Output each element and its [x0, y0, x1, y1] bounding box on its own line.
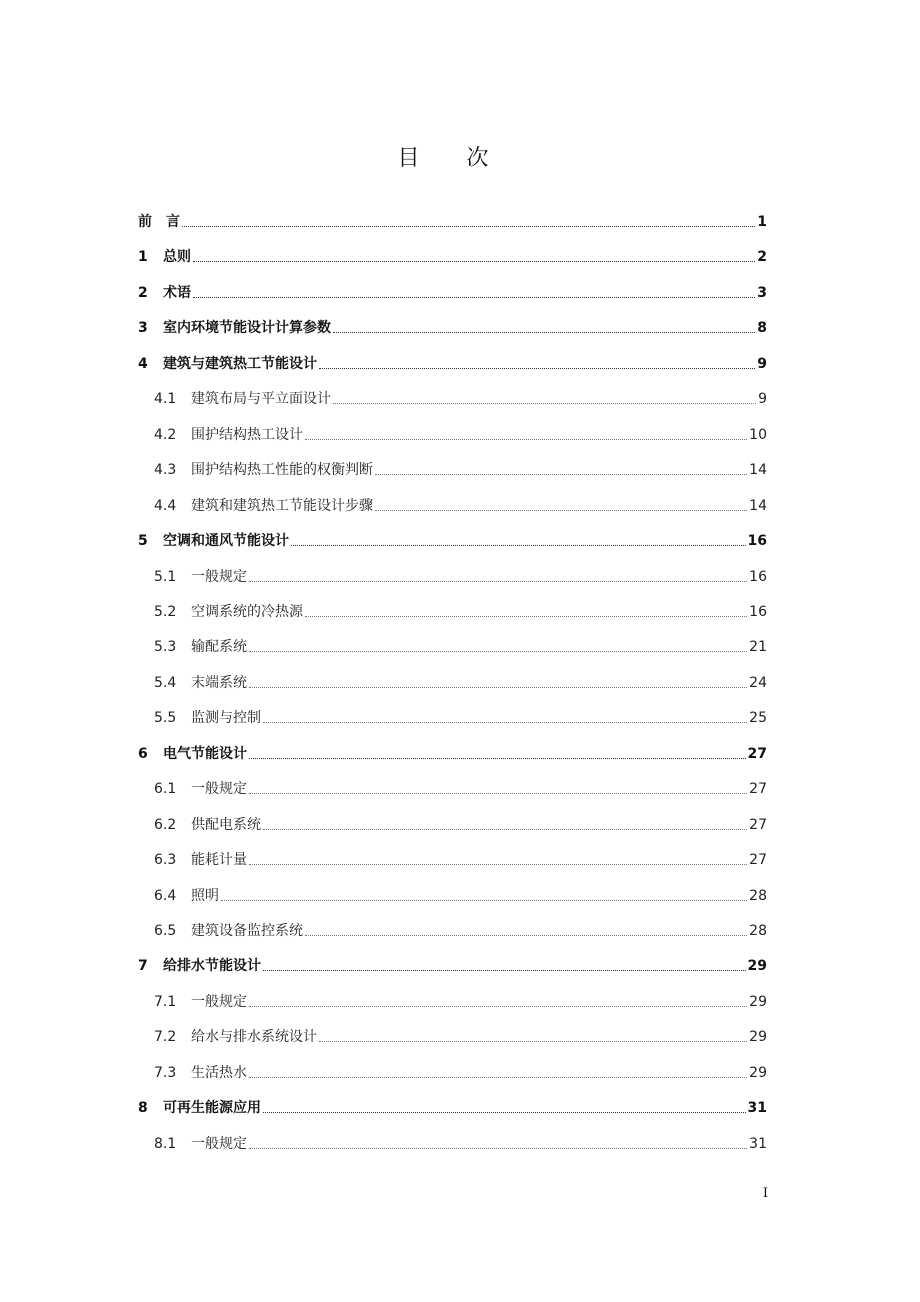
toc-entry-number: 5.4	[154, 674, 177, 691]
toc-entry-title: 一般规定	[191, 568, 247, 585]
dot-leader	[249, 864, 747, 865]
toc-entry-title: 总则	[163, 249, 191, 266]
toc-entry-page: 10	[749, 426, 767, 443]
toc-entry[interactable]	[154, 457, 767, 479]
toc-entry-number: 6.2	[154, 816, 177, 833]
toc-entry-title: 可再生能源应用	[163, 1100, 261, 1117]
dot-leader	[375, 510, 747, 511]
toc-entry-title: 生活热水	[191, 1064, 247, 1081]
toc-entry[interactable]	[154, 386, 767, 408]
toc-entry-title: 给水与排水系统设计	[191, 1029, 317, 1046]
toc-entry-title: 建筑和建筑热工节能设计步骤	[191, 497, 373, 514]
toc-entry-number: 5.1	[154, 568, 177, 585]
toc-entry-number: 1	[138, 249, 148, 266]
toc-entry[interactable]	[138, 1095, 767, 1117]
toc-entry[interactable]	[154, 599, 767, 621]
dot-leader	[319, 1041, 747, 1042]
dot-leader	[249, 581, 747, 582]
dot-leader	[263, 829, 747, 830]
toc-entry-number: 7.2	[154, 1029, 177, 1046]
toc-entry-title: 供配电系统	[191, 816, 261, 833]
toc-entry-number: 3	[138, 320, 148, 337]
dot-leader	[263, 1112, 746, 1113]
toc-entry-page: 29	[749, 993, 767, 1010]
toc-entry-page: 16	[747, 533, 767, 550]
toc-entry[interactable]	[154, 1024, 767, 1046]
toc-entry-title: 输配系统	[191, 639, 247, 656]
toc-entry-page: 14	[749, 497, 767, 514]
dot-leader	[319, 368, 755, 369]
toc-entry[interactable]	[154, 989, 767, 1011]
toc-entry[interactable]	[154, 883, 767, 905]
toc-entry-page: 2	[757, 249, 767, 266]
toc-entry-title: 围护结构热工设计	[191, 426, 303, 443]
toc-entry-number: 6	[138, 745, 148, 762]
toc-entry-number: 8	[138, 1100, 148, 1117]
toc-entry[interactable]	[154, 1060, 767, 1082]
toc-entry-page: 24	[749, 674, 767, 691]
toc-entry[interactable]	[154, 564, 767, 586]
dot-leader	[221, 900, 747, 901]
toc-entry-title: 一般规定	[191, 1135, 247, 1152]
toc-entry-title: 给排水节能设计	[163, 958, 261, 975]
toc-entry-page: 28	[749, 923, 767, 939]
toc-entry-page: 21	[749, 639, 767, 656]
dot-leader	[291, 545, 746, 546]
dot-leader	[333, 332, 755, 333]
toc-entry-title: 术语	[163, 284, 191, 301]
toc-entry-number: 2	[138, 284, 148, 301]
toc-entry-page: 1	[757, 214, 767, 230]
toc-entry-title: 建筑与建筑热工节能设计	[163, 355, 317, 372]
toc-entry[interactable]	[154, 847, 767, 869]
toc-entry-page: 27	[747, 745, 767, 762]
dot-leader	[249, 793, 747, 794]
toc-entry-page: 31	[749, 1135, 767, 1152]
toc-entry[interactable]	[154, 670, 767, 692]
toc-entry[interactable]	[154, 812, 767, 834]
toc-entry-title: 空调和通风节能设计	[163, 533, 289, 550]
toc-entry[interactable]	[138, 953, 767, 975]
toc-entry-title: 一般规定	[191, 781, 247, 798]
toc-entry-page: 29	[749, 1064, 767, 1081]
toc-entry-page: 14	[749, 462, 767, 479]
toc-entry-page: 28	[749, 887, 767, 904]
toc-entry-page: 9	[757, 355, 767, 372]
toc-entry-page: 27	[749, 816, 767, 833]
toc-entry-number: 前 言	[138, 214, 180, 230]
dot-leader	[249, 1077, 747, 1078]
toc-entry[interactable]	[138, 280, 767, 302]
toc-entry-title: 一般规定	[191, 993, 247, 1010]
toc-entry-page: 29	[747, 958, 767, 975]
toc-entry-number: 6.1	[154, 781, 177, 798]
toc-entry-number: 5.3	[154, 639, 177, 656]
toc-entry-number: 6.4	[154, 887, 177, 904]
toc-entry-number: 5.5	[154, 710, 177, 727]
toc-entry-number: 7.3	[154, 1064, 177, 1081]
dot-leader	[305, 616, 747, 617]
toc-entry-title: 室内环境节能设计计算参数	[163, 320, 331, 337]
toc-entry-page: 29	[749, 1029, 767, 1046]
toc-entry-number: 4.3	[154, 462, 177, 479]
toc-entry[interactable]	[138, 741, 767, 763]
dot-leader	[249, 1006, 747, 1007]
toc-entry-page: 9	[758, 391, 767, 408]
page-number: I	[762, 1186, 768, 1201]
toc-entry-number: 5.2	[154, 603, 177, 620]
toc-entry-number: 4.4	[154, 497, 177, 514]
dot-leader	[193, 261, 755, 262]
dot-leader	[375, 474, 747, 475]
dot-leader	[249, 651, 747, 652]
toc-entry[interactable]	[154, 705, 767, 727]
toc-entry-title: 照明	[191, 887, 219, 904]
toc-entry-page: 27	[749, 852, 767, 869]
dot-leader	[333, 403, 756, 404]
toc-entry-title: 监测与控制	[191, 710, 261, 727]
toc-entry-number: 5	[138, 533, 148, 550]
toc-entry-number: 7.1	[154, 993, 177, 1010]
toc-entry[interactable]	[138, 244, 767, 266]
dot-leader	[182, 226, 755, 227]
toc-entry-number: 4	[138, 355, 148, 372]
toc-entry-page: 16	[749, 603, 767, 620]
toc-entry[interactable]	[138, 315, 767, 337]
toc-entry-page: 16	[749, 568, 767, 585]
toc-entry-page: 25	[749, 710, 767, 727]
toc-entry[interactable]	[138, 528, 767, 550]
toc-entry-number: 6.5	[154, 923, 177, 939]
toc-entry[interactable]	[138, 209, 767, 231]
dot-leader	[305, 439, 747, 440]
dot-leader	[193, 297, 755, 298]
toc-entry-title: 围护结构热工性能的权衡判断	[191, 462, 373, 479]
toc-entry-page: 27	[749, 781, 767, 798]
dot-leader	[249, 1148, 747, 1149]
toc-entry-page: 31	[747, 1100, 767, 1117]
dot-leader	[305, 935, 747, 936]
toc-entry-title: 建筑设备监控系统	[191, 923, 303, 939]
toc-entry-number: 8.1	[154, 1135, 177, 1152]
dot-leader	[263, 722, 747, 723]
toc-entry-title: 能耗计量	[191, 852, 247, 869]
toc-entry[interactable]	[154, 1131, 767, 1153]
toc-entry[interactable]	[154, 918, 767, 940]
toc-entry-number: 6.3	[154, 852, 177, 869]
toc-entry-title: 空调系统的冷热源	[191, 603, 303, 620]
toc-entry-title: 建筑布局与平立面设计	[191, 391, 331, 408]
toc-entry[interactable]	[154, 634, 767, 656]
toc-entry[interactable]	[154, 422, 767, 444]
dot-leader	[263, 970, 746, 971]
toc-entry-title: 末端系统	[191, 674, 247, 691]
toc-entry-number: 4.1	[154, 391, 177, 408]
toc-title: 目 次	[397, 146, 509, 171]
toc-entry[interactable]	[154, 493, 767, 515]
dot-leader	[249, 687, 747, 688]
toc-entry-number: 4.2	[154, 426, 177, 443]
toc-entry-number: 7	[138, 958, 148, 975]
toc-entry[interactable]	[138, 351, 767, 373]
toc-entry[interactable]	[154, 776, 767, 798]
toc-entry-title: 电气节能设计	[163, 745, 247, 762]
toc-entry-page: 8	[757, 320, 767, 337]
dot-leader	[249, 758, 746, 759]
toc-entry-page: 3	[757, 284, 767, 301]
